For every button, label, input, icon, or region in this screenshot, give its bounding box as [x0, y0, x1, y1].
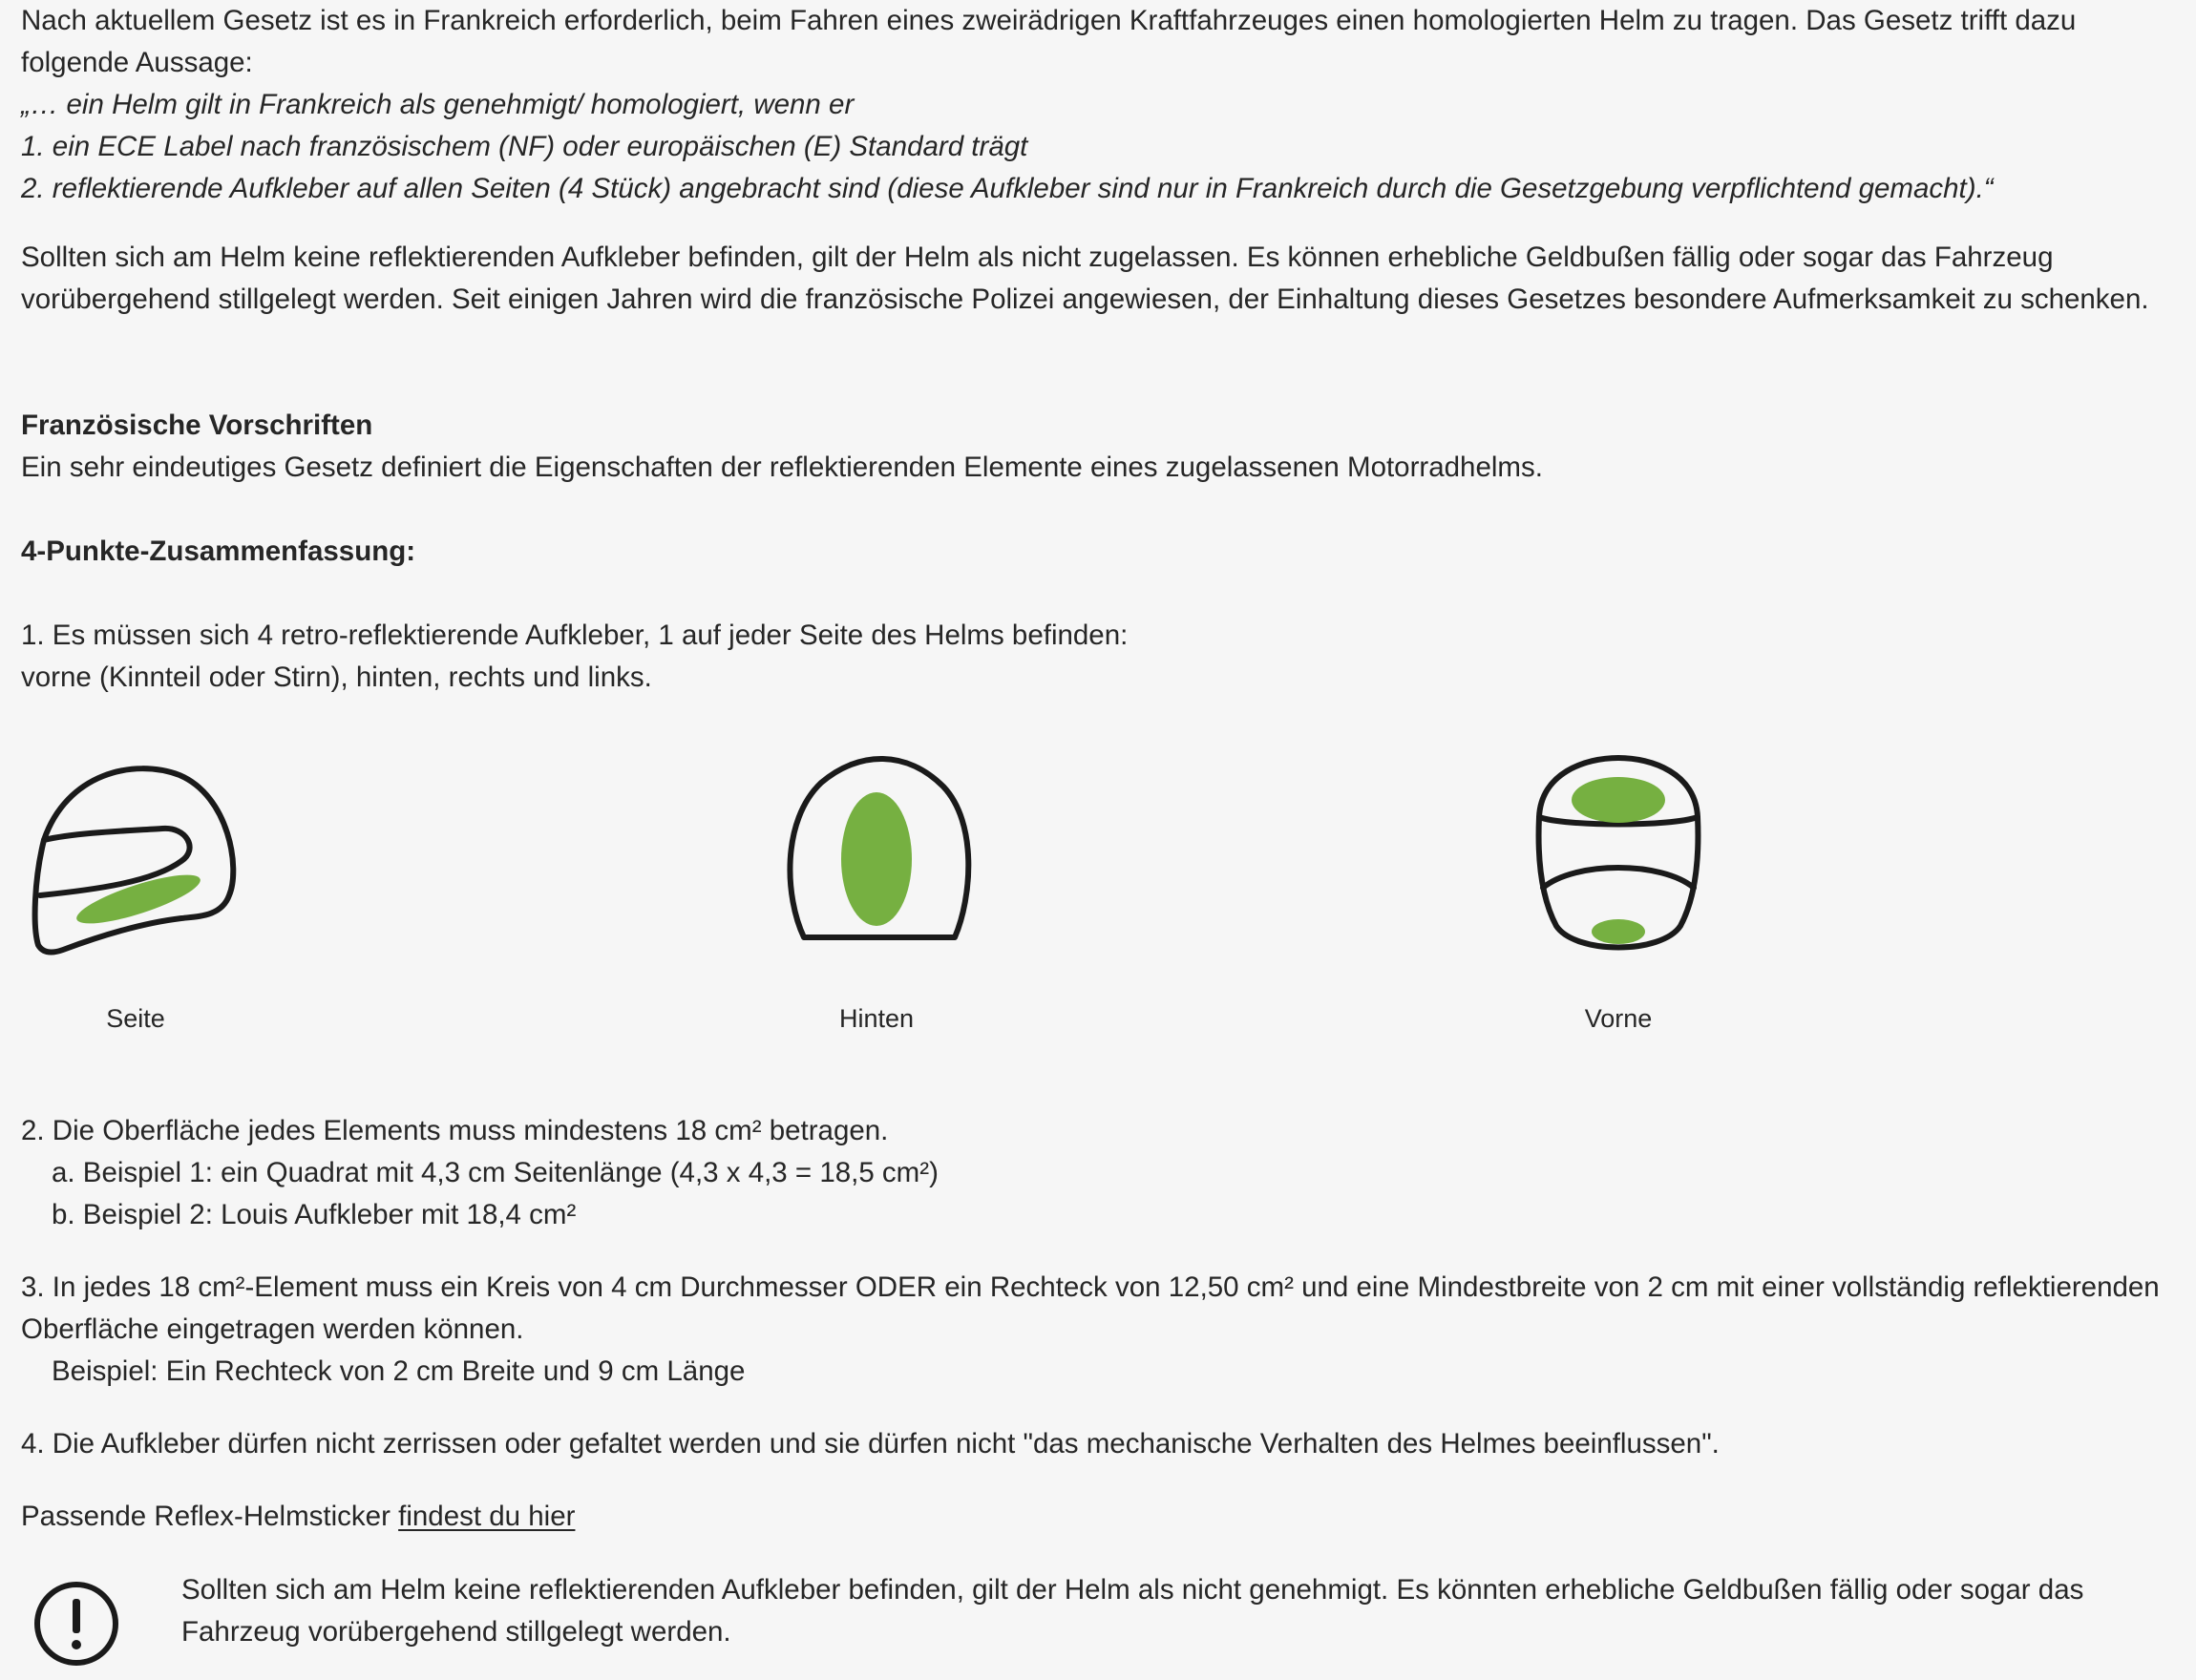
- helmet-side-label: Seite: [106, 1004, 165, 1033]
- helmet-side-icon: [29, 754, 239, 964]
- point-2-example-a: a. Beispiel 1: ein Quadrat mit 4,3 cm Seitenlänge (4,3 x 4,3 = 18,5 cm²): [52, 1157, 939, 1188]
- helmet-front-figure: [1528, 754, 1709, 964]
- warning-text: Sollten sich am Helm keine reflektierenden Aufkleber befinden, gilt der Helm als nicht genehmigt. Es könnten erhebliche Geldbußen fällig oder sogar das Fahrzeug vorübergehend stillgelegt werden.: [181, 1574, 2084, 1648]
- point-1-line: vorne (Kinnteil oder Stirn), hinten, rechts und links.: [21, 662, 652, 693]
- regulations-section: [21, 405, 2175, 489]
- helmet-back-figure: [783, 754, 974, 964]
- point-1-line: 1. Es müssen sich 4 retro-reflektierende Aufkleber, 1 auf jeder Seite des Helms befinden:: [21, 620, 1129, 651]
- intro-text: Nach aktuellem Gesetz ist es in Frankreich erforderlich, beim Fahren eines zweirädrigen Kraftfahrzeuges einen homologierten Helm zu tragen. Das Gesetz trifft dazu folgende Aussage:: [21, 5, 2077, 78]
- link-line: [21, 1496, 2175, 1538]
- law-quote-line: 2. reflektierende Aufkleber auf allen Seiten (4 Stück) angebracht sind (diese Aufkleber sind nur in Frankreich durch die Gesetzgebung verpflichtend gemacht).“: [21, 173, 1994, 204]
- exclamation-circle-icon: [32, 1580, 120, 1680]
- law-quote-line: „… ein Helm gilt in Frankreich als genehmigt/ homologiert, wenn er: [21, 89, 855, 120]
- section-text: Ein sehr eindeutiges Gesetz definiert die Eigenschaften der reflektierenden Elemente eines zugelassenen Motorradhelms.: [21, 452, 1543, 483]
- link-prefix: Passende Reflex-Helmsticker: [21, 1501, 399, 1532]
- point-3: [21, 1267, 2175, 1393]
- helmet-sticker-link[interactable]: findest du hier: [398, 1501, 576, 1532]
- point-2-example-b: b. Beispiel 2: Louis Aufkleber mit 18,4 cm²: [52, 1199, 577, 1230]
- summary-heading: 4-Punkte-Zusammenfassung:: [21, 536, 416, 567]
- point-3-line: 3. In jedes 18 cm²-Element muss ein Kreis von 4 cm Durchmesser ODER ein Rechteck von 12,50 cm² und eine Mindestbreite von 2 cm mit einer vollständig reflektierenden Oberfläche eingetragen werden können.: [21, 1271, 2160, 1345]
- helmet-front-label: Vorne: [1584, 1004, 1653, 1033]
- helmet-front-icon: [1528, 754, 1709, 964]
- point-2: [21, 1110, 2175, 1236]
- point-4: 4. Die Aufkleber dürfen nicht zerrissen oder gefaltet werden und sie dürfen nicht "das mechanische Verhalten des Helmes beeinflussen".: [21, 1428, 1720, 1460]
- intro-paragraph: [21, 0, 2175, 210]
- point-1: [21, 615, 2175, 699]
- helmet-back-icon: [783, 754, 974, 964]
- helmet-side-figure: [29, 754, 239, 964]
- section-heading: Französische Vorschriften: [21, 410, 373, 441]
- point-2-line: 2. Die Oberfläche jedes Elements muss mindestens 18 cm² betragen.: [21, 1115, 889, 1146]
- helmet-back-label: Hinten: [838, 1004, 915, 1033]
- consequence-paragraph: Sollten sich am Helm keine reflektierenden Aufkleber befinden, gilt der Helm als nicht zugelassen. Es können erhebliche Geldbußen fällig oder sogar das Fahrzeug vorübergehend stillgelegt werden. Seit einigen Jahren wird die französische Polizei angewiesen, der Einhaltung dieses Gesetzes besondere Aufmerksamkeit zu schenken.: [21, 242, 2149, 315]
- law-quote-line: 1. ein ECE Label nach französischem (NF) oder europäischen (E) Standard trägt: [21, 131, 1028, 162]
- point-3-example: Beispiel: Ein Rechteck von 2 cm Breite und 9 cm Länge: [52, 1355, 746, 1387]
